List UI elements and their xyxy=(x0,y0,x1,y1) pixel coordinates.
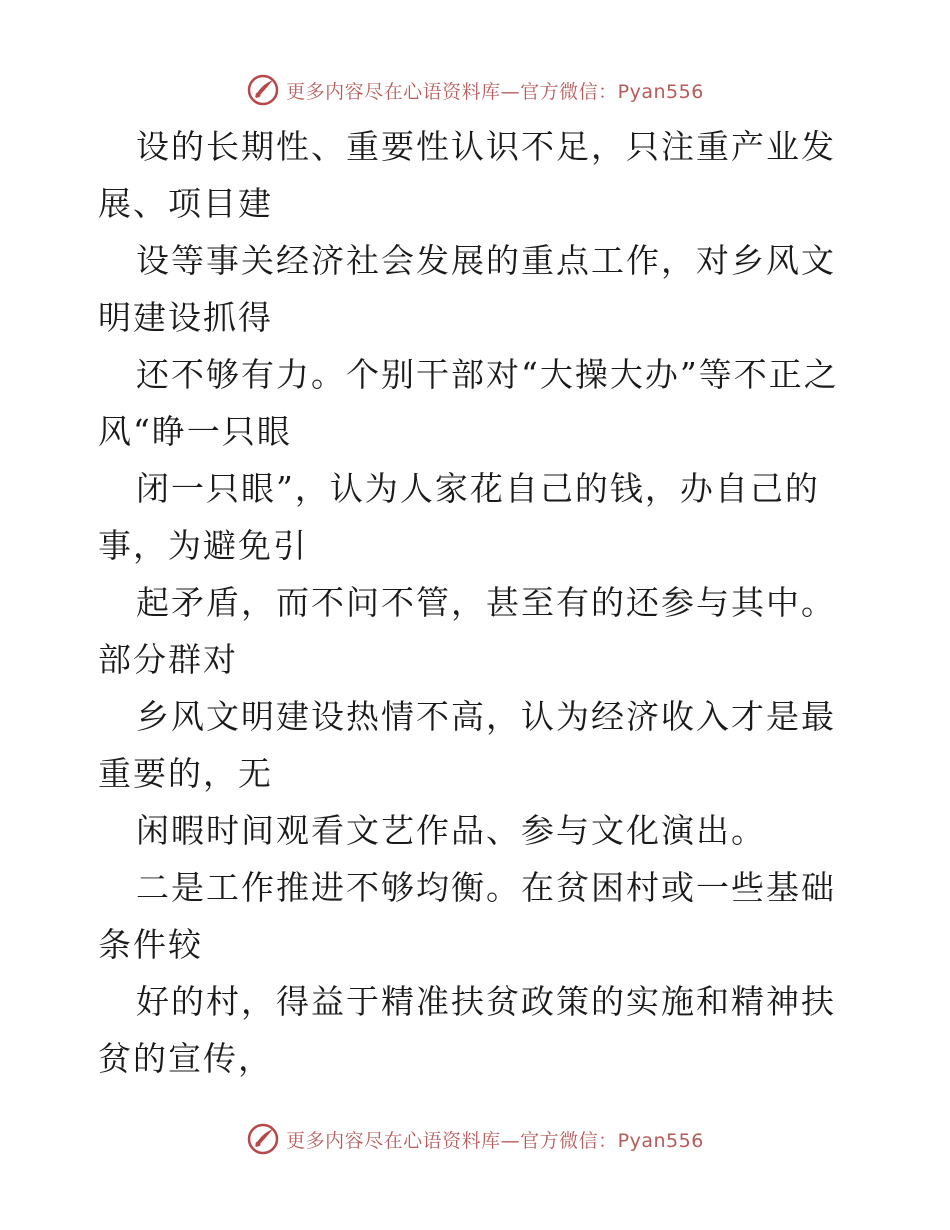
paragraph-2: 设等事关经济社会发展的重点工作，对乡风文明建设抓得 xyxy=(98,241,836,337)
paragraph-5: 起矛盾，而不问不管，甚至有的还参与其中。部分群对 xyxy=(98,583,836,679)
paragraph-1: 设的长期性、重要性认识不足，只注重产业发展、项目建 xyxy=(98,127,836,223)
brush-seal-icon xyxy=(246,73,280,107)
paragraph-3: 还不够有力。个别干部对“大操大办”等不正之风“睁一只眼 xyxy=(98,355,839,451)
paragraph-6: 乡风文明建设热情不高，认为经济收入才是最重要的，无 xyxy=(98,697,836,793)
header-banner-text: 更多内容尽在心语资料库—官方微信：Pyan556 xyxy=(286,80,704,103)
footer-watermark-banner xyxy=(0,1119,950,1159)
paragraph-8: 二是工作推进不够均衡。在贫困村或一些基础条件较 xyxy=(98,868,836,964)
paragraph-9: 好的村，得益于精准扶贫政策的实施和精神扶贫的宣传， xyxy=(98,982,836,1078)
brush-seal-icon xyxy=(246,1122,280,1156)
document-body xyxy=(98,118,858,1087)
footer-banner-text: 更多内容尽在心语资料库—官方微信：Pyan556 xyxy=(286,1129,704,1152)
paragraph-4: 闭一只眼”，认为人家花自己的钱，办自己的事，为避免引 xyxy=(98,469,820,565)
paragraph-7: 闲暇时间观看文艺作品、参与文化演出。 xyxy=(136,811,766,850)
header-watermark-banner xyxy=(0,70,950,110)
